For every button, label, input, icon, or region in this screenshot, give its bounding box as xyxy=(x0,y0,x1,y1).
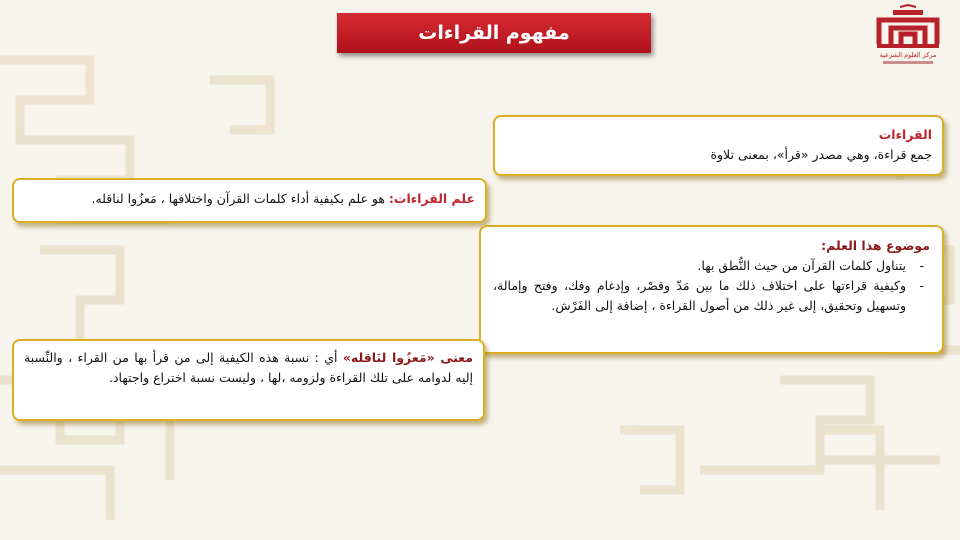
mana-text: أي : نسبة هذه الكيفية إلى من قرأ بها من القراء ، والنِّسبة إليه لدوامه على تلك القراءة ولزومه ،لها ، وليست نسبة اختراع واجتهاد. xyxy=(24,350,473,385)
logo-icon xyxy=(875,4,941,68)
list-item: - وكيفية قراءتها على اختلاف ذلك ما بين مَدّ وقصْر، وإدغام وفك، وفتح وإمالة، وتسهيل وتحقيق، إلى غير ذلك من أصول القراءة ، إضافة إلى الفَرْش. xyxy=(493,276,930,316)
ilm-qiraat-box xyxy=(12,178,487,223)
qiraat-definition-box xyxy=(493,115,944,176)
mana-box xyxy=(12,339,485,421)
list-item: - يتناول كلمات القرآن من حيث النُّطق بها. xyxy=(493,256,930,276)
mana-label: معنى «مَعزُوا لنَاقله» xyxy=(342,350,473,365)
ilm-qiraat-text: هو علم بكيفية أداء كلمات القرآن واختلافها ، مَعزُوا لناقله. xyxy=(91,191,389,206)
logo xyxy=(875,4,941,68)
qiraat-text: جمع قراءة، وهي مصدر «قرأ»، بمعنى تلاوة xyxy=(710,147,932,162)
mawdu-heading: موضوع هذا العلم: xyxy=(821,238,930,253)
mawdu-box xyxy=(479,225,944,354)
qiraat-heading: القراءات xyxy=(878,127,932,142)
logo-subtitle: مركز العلوم الشرعية xyxy=(879,51,937,59)
ilm-qiraat-label: علم القراءات: xyxy=(388,191,475,206)
page-title: مفهوم القراءات xyxy=(337,13,651,53)
